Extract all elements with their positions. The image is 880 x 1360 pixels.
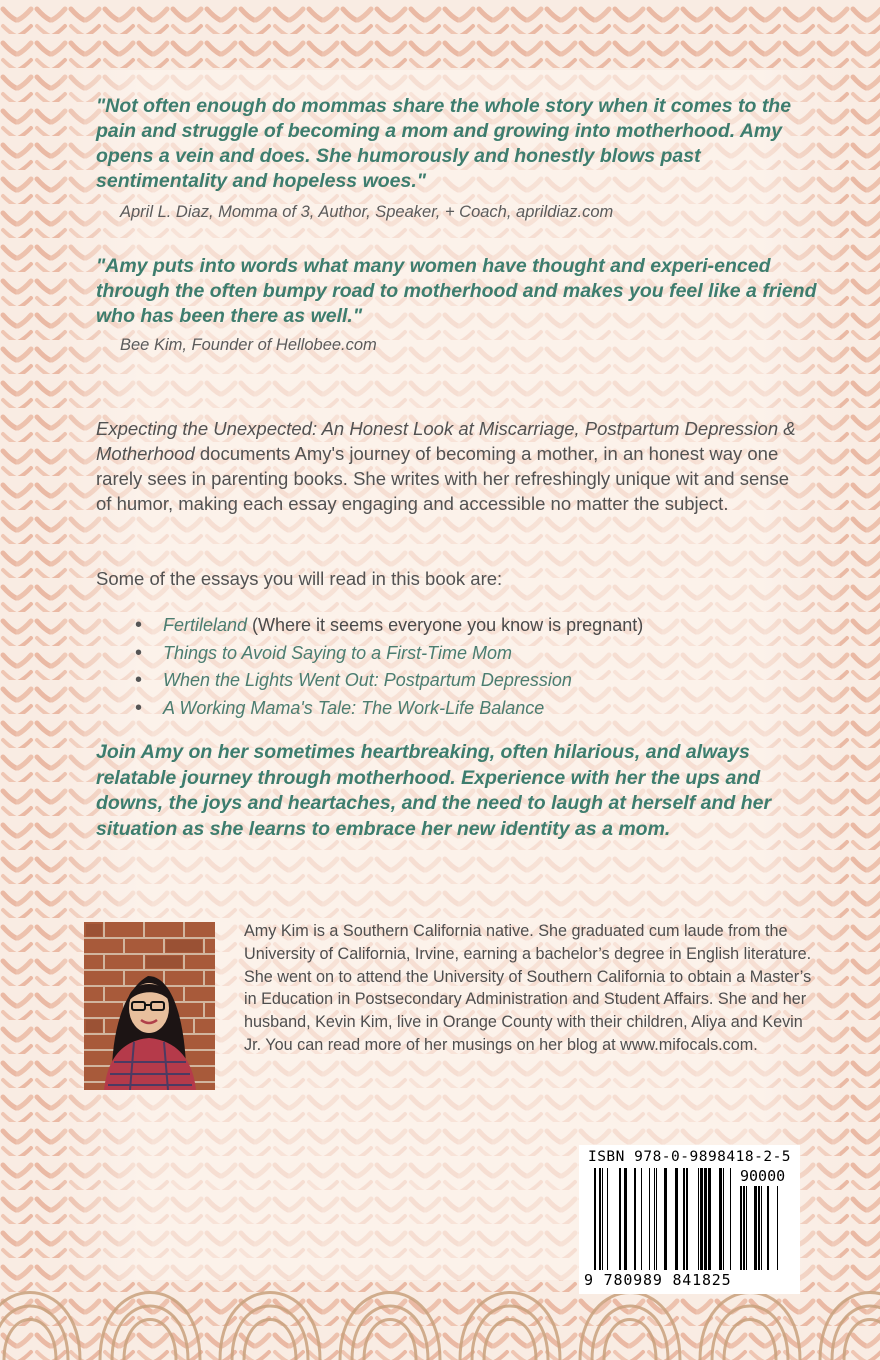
barcode-digits: 9 780989 841825: [584, 1271, 732, 1289]
essay-list: [135, 612, 643, 722]
author-portrait-image: [84, 922, 215, 1090]
author-photo: [84, 922, 215, 1090]
isbn-barcode: [579, 1145, 800, 1294]
endorsement-quote-1: "Not often enough do mommas share the whole story when it comes to the pain and struggle of becoming a mom and growing into motherhood. Amy opens a vein and does. She humorously and honestly blows past sentimentality and hopeless woes.": [96, 95, 792, 192]
list-item: [135, 695, 643, 723]
list-item: [135, 612, 643, 640]
isbn-number: ISBN 978-0-9898418-2-5: [587, 1149, 792, 1165]
essay-note: (Where it seems everyone you know is pregnant): [247, 615, 644, 635]
endorsement-attribution-2: Bee Kim, Founder of Hellobee.com: [120, 336, 377, 354]
essays-intro: Some of the essays you will read in this book are:: [96, 568, 503, 589]
essay-title: Fertileland: [163, 615, 248, 635]
list-item: [135, 640, 643, 668]
list-item: [135, 667, 643, 695]
essay-title: Things to Avoid Saying to a First-Time Mom: [163, 642, 512, 663]
book-description: [96, 416, 806, 516]
book-title: Expecting the Unexpected: An Honest Look at Miscarriage, Postpartum Depression & Motherhood: [96, 418, 796, 464]
essay-title: When the Lights Went Out: Postpartum Depression: [163, 670, 572, 690]
essay-title: A Working Mama's Tale: The Work-Life Balance: [163, 697, 545, 718]
endorsement-quote-2: "Amy puts into words what many women have thought and experi-enced through the often bumpy road to motherhood and makes you feel like a friend who has been there as well.": [96, 255, 817, 327]
author-bio: Amy Kim is a Southern California native. She graduated cum laude from the University of California, Irvine, earning a bachelor’s degree in English literature. She went on to attend the University of Southern California to obtain a Master’s in Education in Postsecondary Administration and Student Affairs. She and her husband, Kevin Kim, live in Orange County with their children, Aliya and Kevin Jr. You can read more of her musings on her blog at www.mifocals.com.: [244, 922, 812, 1054]
description-text: documents Amy's journey of becoming a mother, in an honest way one rarely sees in parenting books. She writes with her refreshingly unique wit and sense of humor, making each essay engaging and accessible no matter the subject.: [96, 443, 790, 514]
price-code: 90000: [740, 1167, 786, 1185]
closing-paragraph: Join Amy on her sometimes heartbreaking, often hilarious, and always relatable journey through motherhood. Experience with her the ups and downs, the joys and heartaches, and the need to laugh at herself and her situation as she learns to embrace her new identity as a mom.: [96, 741, 772, 840]
endorsement-attribution-1: April L. Diaz, Momma of 3, Author, Speaker, + Coach, aprildiaz.com: [120, 203, 614, 221]
